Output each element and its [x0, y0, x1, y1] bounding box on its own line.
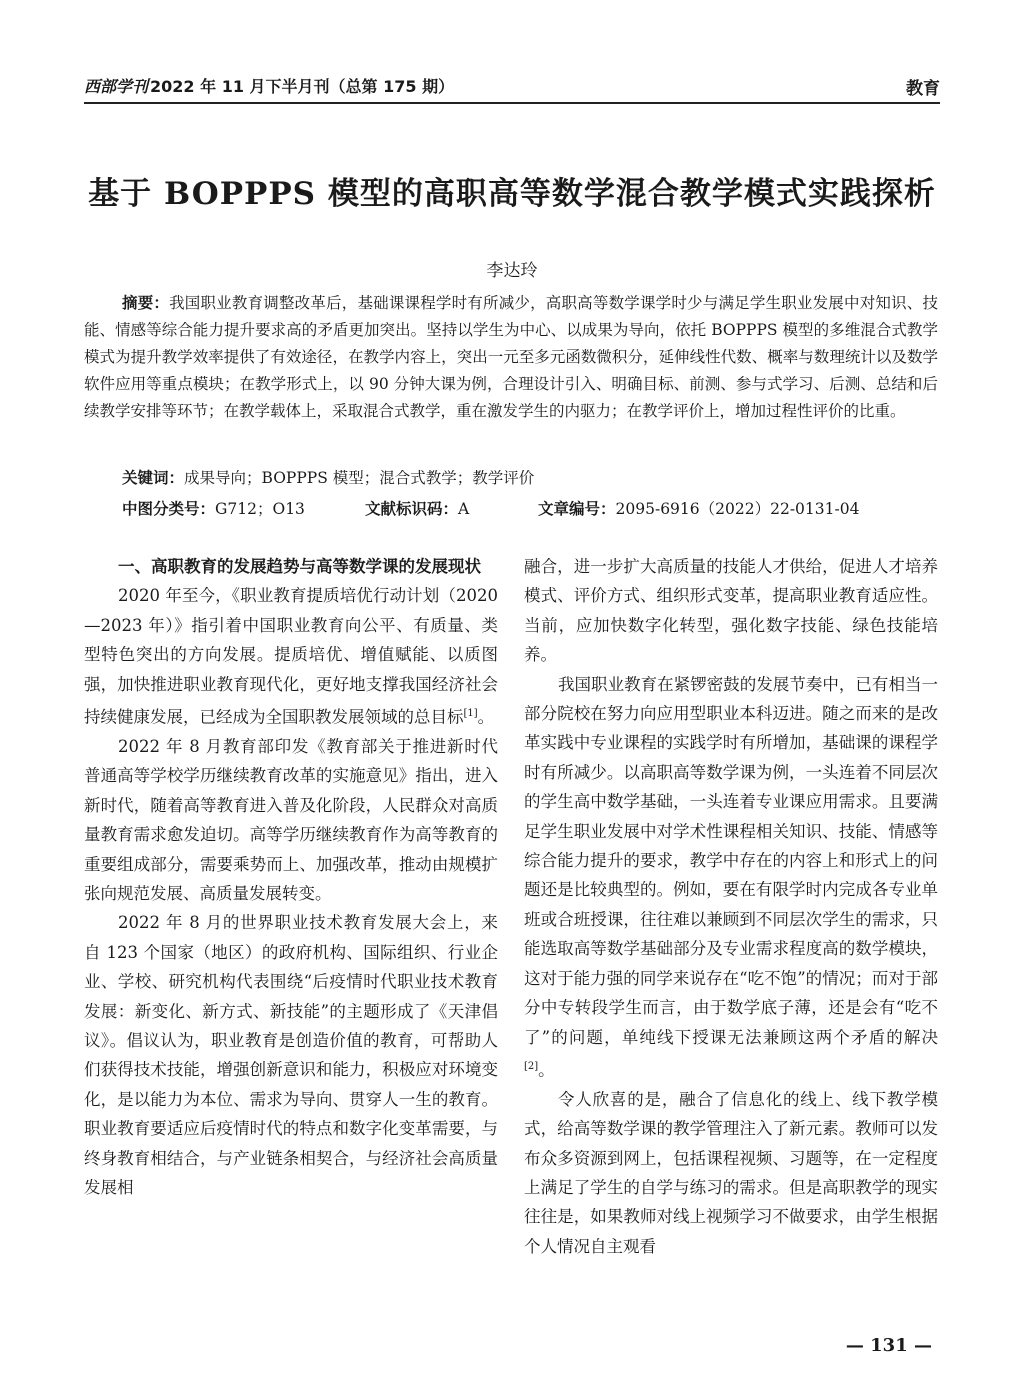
- abstract: [84, 290, 938, 425]
- paragraph-end: 。: [538, 1060, 555, 1080]
- abstract-label: 摘要：: [122, 294, 170, 312]
- keywords: [122, 465, 938, 492]
- clc-number: [122, 496, 305, 523]
- paragraph-continued: 融合，进一步扩大高质量的技能人才供给，促进人才培养模式、评价方式、组织形式变革，提高职业教育适应性。当前，应加快数字化转型，强化数字技能、绿色技能培养。: [524, 557, 938, 665]
- citation: [2]: [524, 1060, 539, 1072]
- paragraph: 2022 年 8 月教育部印发《教育部关于推进新时代普通高等学校学历继续教育改革的实施意见》指出，进入新时代，随着高等教育进入普及化阶段，人民群众对高质量教育需求愈发迫切。高等学历继续教育作为高等教育的重要组成部分，需要乘势而上、加强改革，推动由规模扩张向规范发展、高质量发展转变。: [84, 736, 498, 903]
- section-heading: 一、高职教育的发展趋势与高等数学课的发展现状: [118, 557, 481, 576]
- paragraph-end: 。: [477, 707, 495, 727]
- paragraph: 令人欣喜的是，融合了信息化的线上、线下教学模式，给高等数学课的教学管理注入了新元素。教师可以发布众多资源到网上，包括课程视频、习题等，在一定程度上满足了学生的自学与练习的需求。但是高职教学的现实往往是，如果教师对线上视频学习不做要求，由学生根据个人情况自主观看: [524, 1089, 938, 1256]
- doc-value: A: [458, 500, 470, 518]
- section-name: 教育: [906, 79, 940, 99]
- paragraph: [524, 670, 938, 1085]
- abstract-text: 我国职业教育调整改革后，基础课课程学时有所减少，高职高等数学课学时少与满足学生职业发展中对知识、技能、情感等综合能力提升要求高的矛盾更加突出。坚持以学生为中心、以成果为导向，依托 BOPPPS 模型的多维混合式教学模式为提升教学效率提供了有效途径，在教学内容上，突出一元至多元函数微积分，延伸线性代数、概率与数理统计以及数学软件应用等重点模块；在教学形式上，以 90 分钟大课为例，合理设计引入、明确目标、前测、参与式学习、后测、总结和后续教学安排等环节；在教学载体上，采取混合式教学，重在激发学生的内驱力；在教学评价上，增加过程性评价的比重。: [84, 294, 938, 420]
- journal-name: 西部学刊: [84, 77, 149, 96]
- keywords-text: 成果导向；BOPPPS 模型；混合式教学；教学评价: [184, 469, 535, 487]
- article-label: 文章编号：: [538, 500, 616, 518]
- body-column-left: [84, 552, 498, 1202]
- author-name: 李达玲: [486, 261, 538, 281]
- body-column-right: [524, 552, 938, 1261]
- paragraph-text: 我国职业教育在紧锣密鼓的发展节奏中，已有相当一部分院校在努力向应用型职业本科迈进。随之而来的是改革实践中专业课程的实践学时有所增加，基础课的课程学时有所减少。以高职高等数学课为例，一头连着不同层次的学生高中数学基础，一头连着专业课应用需求。且要满足学生职业发展中对学术性课程相关知识、技能、情感等综合能力提升的要求，教学中存在的内容上和形式上的问题还是比较典型的。例如，要在有限学时内完成各专业单班或合班授课，往往难以兼顾到不同层次学生的需求，只能选取高等数学基础部分及专业需求程度高的数学模块，这对于能力强的同学来说存在“吃不饱”的情况；而对于部分中专转段学生而言，由于数学底子薄，还是会有“吃不了”的问题，单纯线下授课无法兼顾这两个矛盾的解决: [524, 674, 938, 1047]
- citation: [1]: [463, 708, 478, 720]
- document-code: [365, 496, 469, 523]
- running-header: [84, 68, 940, 104]
- doc-label: 文献标识码：: [365, 500, 459, 518]
- journal-issue-info: [84, 74, 454, 97]
- article-number: [538, 496, 859, 523]
- page-number: — 131 —: [845, 1335, 932, 1356]
- issue-info: 2022 年 11 月下半月刊（总第 175 期）: [150, 77, 455, 96]
- article-title: 基于 BOPPPS 模型的高职高等数学混合教学模式实践探析: [88, 176, 936, 212]
- paragraph-text: 2020 年至今，《职业教育提质培优行动计划（2020—2023 年）》指引着中国职业教育向公平、有质量、类型特色突出的方向发展。提质培优、增值赋能、以质图强，加快推进职业教育现代化，更好地支撑我国经济社会持续健康发展，已经成为全国职教发展领域的总目标: [84, 586, 498, 727]
- paragraph: 2022 年 8 月的世界职业技术教育发展大会上，来自 123 个国家（地区）的政府机构、国际组织、行业企业、学校、研究机构代表围绕“后疫情时代职业技术教育发展：新变化、新方式、新技能”的主题形成了《天津倡议》。倡议认为，职业教育是创造价值的教育，可帮助人们获得技术技能，增强创新意识和能力，积极应对环境变化，是以能力为本位、需求为导向、贯穿人一生的教育。职业教育要适应后疫情时代的特点和数字化变革需要，与终身教育相结合，与产业链条相契合，与经济社会高质量发展相: [84, 913, 498, 1198]
- clc-value: G712；O13: [215, 500, 305, 518]
- article-value: 2095-6916（2022）22-0131-04: [615, 500, 860, 518]
- classification-line: [122, 496, 938, 523]
- clc-label: 中图分类号：: [122, 500, 216, 518]
- paragraph: [84, 581, 498, 732]
- keywords-label: 关键词：: [122, 469, 185, 487]
